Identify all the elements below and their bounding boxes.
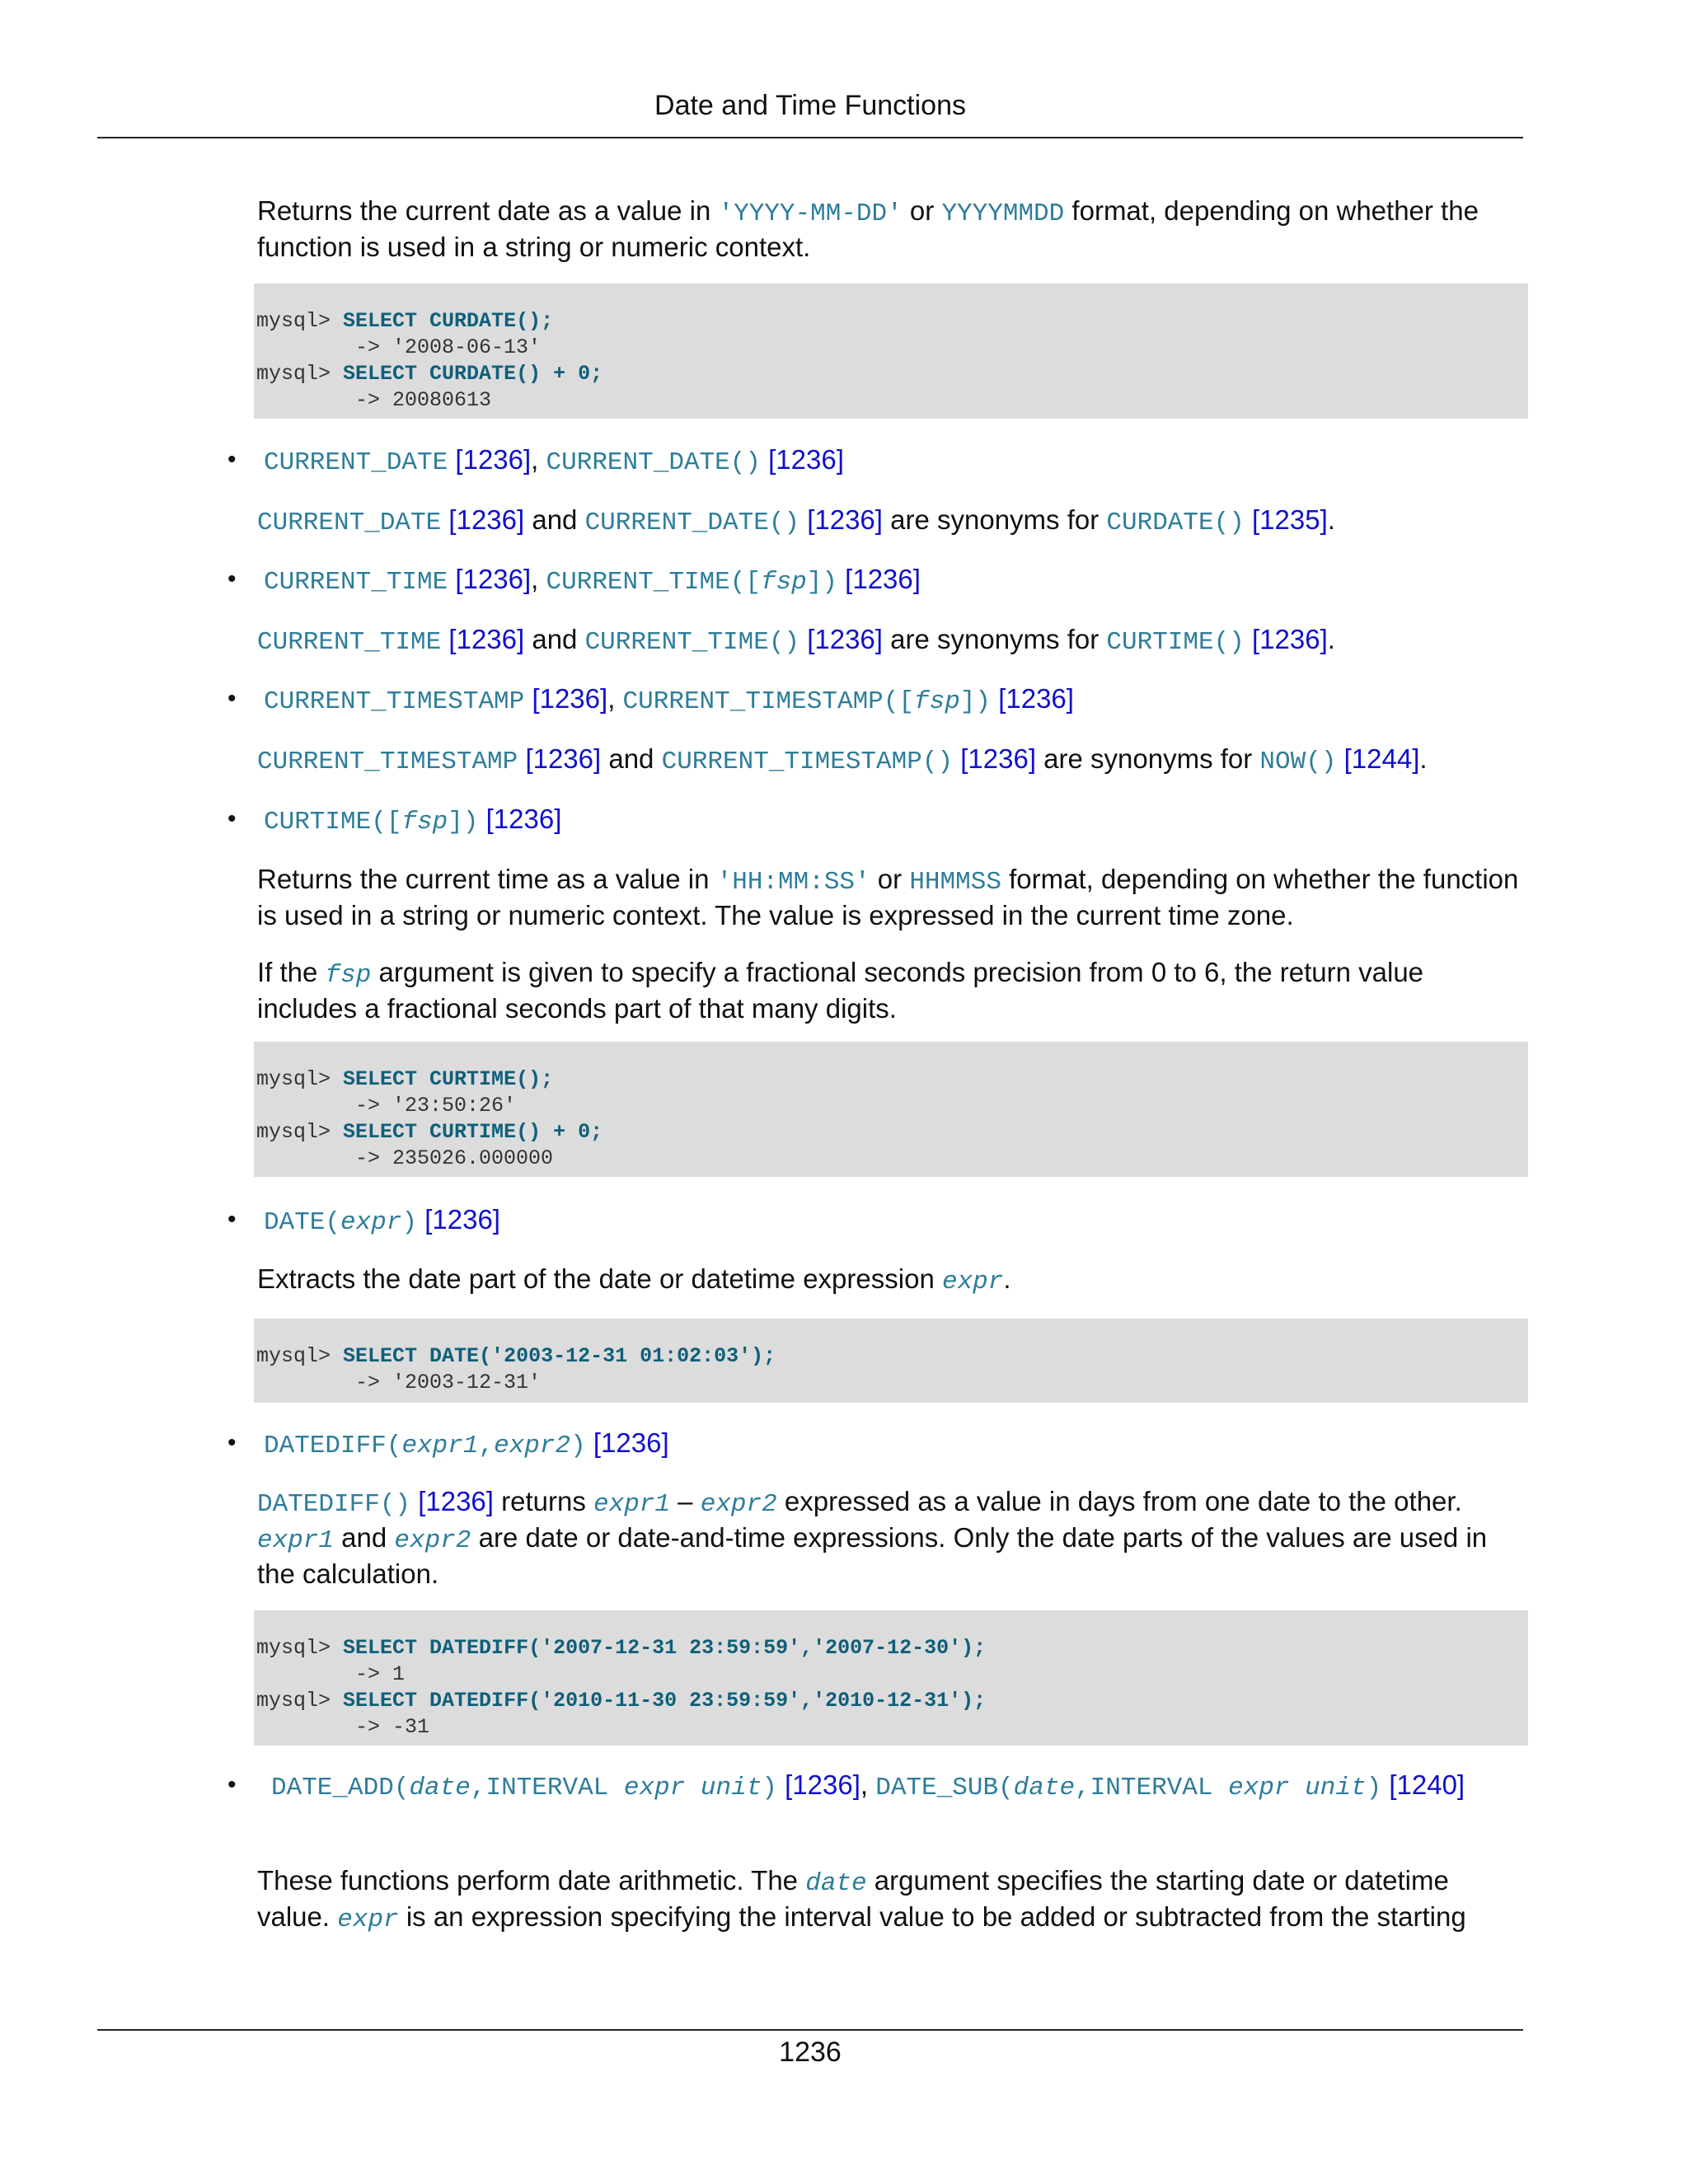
text: . (1003, 1263, 1011, 1294)
function-link[interactable]: ,INTERVAL (470, 1774, 624, 1802)
text: argument specifies the starting date or datetime value. (257, 1865, 1449, 1932)
page-reference-link[interactable]: [1235] (1252, 504, 1328, 535)
function-link[interactable]: CURRENT_DATE() (584, 509, 800, 537)
text: . (1327, 504, 1335, 535)
sql-result: -> '2003-12-31' (256, 1371, 542, 1394)
current-date-description (257, 504, 1526, 540)
function-link[interactable]: CURRENT_TIME (264, 568, 448, 597)
page-reference-link[interactable]: [1236] (448, 624, 525, 654)
argument: expr2 (394, 1526, 471, 1555)
argument: fsp (760, 568, 807, 597)
datediff-description (257, 1485, 1526, 1591)
function-link[interactable]: DATEDIFF( (264, 1432, 402, 1460)
bullet: • (227, 685, 237, 712)
page-reference-link[interactable]: [1236] (785, 1769, 860, 1800)
sql-query: SELECT CURDATE(); (343, 309, 554, 333)
text: . (1419, 743, 1428, 774)
function-link[interactable]: CURRENT_TIME (257, 628, 442, 657)
page-reference-link[interactable]: [1236] (998, 683, 1074, 714)
argument: date (409, 1774, 471, 1802)
curtime-description (257, 863, 1526, 932)
argument: expr (941, 1268, 1004, 1296)
running-header: Date and Time Functions (654, 90, 966, 121)
bullet: • (227, 565, 237, 593)
argument: fsp (401, 808, 448, 837)
prompt: mysql> (256, 1636, 344, 1660)
page-reference-link[interactable]: [1240] (1389, 1769, 1465, 1800)
sql-query: SELECT DATEDIFF('2010-11-30 23:59:59','2010-12-31'); (343, 1689, 987, 1713)
header-rule (97, 137, 1523, 138)
argument: expr (340, 1208, 402, 1237)
text: Extracts the date part of the date or datetime expression (257, 1263, 942, 1294)
text: These functions perform date arithmetic. The (257, 1865, 806, 1896)
function-link[interactable]: CURRENT_DATE() (546, 448, 761, 477)
list-item-current-timestamp (227, 682, 1526, 719)
argument: expr1 (257, 1526, 335, 1555)
page-reference-link[interactable]: [1236] (1252, 624, 1328, 654)
text: – (670, 1486, 701, 1516)
bullet: • (227, 1206, 237, 1233)
function-link[interactable]: DATE( (264, 1208, 341, 1237)
text: and (524, 504, 585, 535)
argument: unit (700, 1774, 762, 1802)
curtime-fsp-note (257, 956, 1526, 1025)
argument: expr (623, 1774, 686, 1802)
curtime-example (254, 1042, 1528, 1177)
separator (685, 1774, 701, 1802)
text: are synonyms for (882, 504, 1107, 535)
function-link[interactable]: ) (401, 1208, 418, 1237)
argument: expr1 (593, 1490, 671, 1519)
sql-query: SELECT CURTIME(); (343, 1067, 554, 1091)
function-link[interactable]: CURRENT_TIMESTAMP (257, 748, 518, 776)
function-link[interactable]: CURRENT_TIME() (584, 628, 800, 657)
current-timestamp-description (257, 743, 1526, 779)
prompt: mysql> (256, 362, 344, 386)
function-link[interactable]: ) (570, 1432, 586, 1460)
argument: expr2 (494, 1432, 571, 1460)
text: are synonyms for (1035, 743, 1260, 774)
page-reference-link[interactable]: [1236] (418, 1486, 494, 1516)
function-link[interactable]: ) (1366, 1774, 1382, 1802)
function-link[interactable]: NOW() (1259, 748, 1337, 776)
date-add-description (257, 1864, 1526, 1937)
page-reference-link[interactable]: [1236] (532, 683, 608, 714)
argument: expr (337, 1905, 399, 1934)
argument: expr2 (700, 1490, 777, 1519)
sql-result: -> '2008-06-13' (256, 335, 542, 359)
function-link[interactable]: ]) (959, 687, 992, 716)
bullet: • (227, 1771, 237, 1798)
argument: fsp (325, 961, 372, 990)
current-time-description (257, 623, 1526, 659)
text: and (334, 1522, 395, 1553)
page-reference-link[interactable]: [1236] (768, 444, 844, 475)
text: . (1327, 624, 1335, 654)
separator: , (607, 683, 623, 714)
function-link[interactable]: CURTIME([ (264, 808, 402, 837)
list-item-date-add-sub (227, 1769, 1526, 1805)
literal: 'YYYY-MM-DD' (718, 199, 903, 228)
text: If the (257, 957, 326, 987)
function-link[interactable]: DATE_ADD( (271, 1774, 410, 1802)
page-reference-link[interactable]: [1236] (448, 504, 525, 535)
page-reference-link[interactable]: [1244] (1343, 743, 1420, 774)
sql-result: -> 1 (256, 1662, 406, 1686)
separator: , (478, 1432, 495, 1460)
page-reference-link[interactable]: [1236] (807, 504, 883, 535)
curdate-example (254, 284, 1528, 419)
page-reference-link[interactable]: [1236] (525, 743, 602, 774)
text: are date or date-and-time expressions. Only the date parts of the values are used in the calculation. (257, 1522, 1488, 1589)
separator: , (531, 444, 546, 475)
function-link[interactable]: ]) (806, 568, 837, 597)
footer-rule (97, 2029, 1523, 2031)
prompt: mysql> (256, 1120, 344, 1144)
datediff-example (254, 1610, 1528, 1746)
date-example (254, 1319, 1528, 1403)
separator (1290, 1774, 1306, 1802)
literal: YYYYMMDD (941, 199, 1065, 228)
text: argument is given to specify a fractional seconds precision from 0 to 6, the return value includes a fractional seconds part of that many digits. (257, 957, 1424, 1024)
function-link[interactable]: CURRENT_DATE (257, 509, 442, 537)
sql-result: -> 235026.000000 (256, 1146, 554, 1170)
sql-result: -> 20080613 (256, 388, 492, 412)
list-item-current-date (227, 443, 1526, 480)
text: Returns the current date as a value in (257, 195, 719, 226)
function-link[interactable]: ) (762, 1774, 777, 1802)
prompt: mysql> (256, 1344, 344, 1368)
function-link[interactable]: ,INTERVAL (1075, 1774, 1229, 1802)
page-reference-link[interactable]: [1236] (455, 564, 532, 594)
sql-query: SELECT DATEDIFF('2007-12-31 23:59:59','2007-12-30'); (343, 1636, 987, 1660)
function-link[interactable]: CURDATE() (1106, 509, 1245, 537)
text: Returns the current time as a value in (257, 864, 717, 894)
bullet: • (227, 805, 237, 832)
separator: , (531, 564, 546, 594)
text: and (524, 624, 585, 654)
text: or (902, 195, 942, 226)
date-description (257, 1263, 1526, 1299)
literal: HHMMSS (909, 868, 1001, 897)
text: format, depending on whether the function is used in a string or numeric context. (257, 195, 1479, 262)
page-reference-link[interactable]: [1236] (807, 624, 883, 654)
sql-query: SELECT DATE('2003-12-31 01:02:03'); (343, 1344, 776, 1368)
sql-result: -> '23:50:26' (256, 1094, 517, 1118)
separator: , (860, 1769, 876, 1800)
text: is an expression specifying the interval value to be added or subtracted from the starting (398, 1901, 1466, 1932)
argument: date (805, 1869, 867, 1898)
function-link[interactable]: ]) (448, 808, 479, 837)
text: are synonyms for (882, 624, 1107, 654)
function-link[interactable]: CURRENT_TIMESTAMP (264, 687, 525, 716)
text: or (870, 864, 910, 894)
function-link[interactable]: CURTIME() (1106, 628, 1245, 657)
text: format, depending on whether the function is used in a string or numeric context. The value is expressed in the current time zone. (257, 864, 1519, 930)
page-reference-link[interactable]: [1236] (593, 1427, 669, 1458)
bullet: • (227, 446, 237, 473)
sql-query: SELECT CURDATE() + 0; (343, 362, 603, 386)
argument: date (1013, 1774, 1076, 1802)
sql-result: -> -31 (256, 1715, 430, 1739)
literal: 'HH:MM:SS' (716, 868, 870, 897)
text: returns (493, 1486, 593, 1516)
argument: expr (1228, 1774, 1290, 1802)
page-reference-link[interactable]: [1236] (845, 564, 921, 594)
function-link[interactable]: CURRENT_TIMESTAMP() (661, 748, 954, 776)
argument: fsp (914, 687, 960, 716)
function-link[interactable]: CURRENT_DATE (264, 448, 448, 477)
function-link[interactable]: CURRENT_TIME([ (546, 568, 761, 597)
function-link[interactable]: DATE_SUB( (875, 1774, 1014, 1802)
list-item-datediff (227, 1427, 1526, 1463)
list-item-date (227, 1203, 1526, 1240)
curdate-description (257, 194, 1526, 264)
list-item-curtime (227, 803, 1526, 839)
text: expressed as a value in days from one date to the other. (776, 1486, 1462, 1516)
page-reference-link[interactable]: [1236] (424, 1204, 500, 1235)
page-number: 1236 (779, 2036, 842, 2068)
sql-query: SELECT CURTIME() + 0; (343, 1120, 603, 1144)
bullet: • (227, 1429, 237, 1456)
page-reference-link[interactable]: [1236] (960, 743, 1036, 774)
argument: expr1 (401, 1432, 479, 1460)
text: and (601, 743, 662, 774)
argument: unit (1305, 1774, 1367, 1802)
prompt: mysql> (256, 1067, 344, 1091)
function-link[interactable]: DATEDIFF() (257, 1490, 411, 1519)
prompt: mysql> (256, 309, 344, 333)
list-item-current-time (227, 563, 1526, 599)
function-link[interactable]: CURRENT_TIMESTAMP([ (622, 687, 914, 716)
page-reference-link[interactable]: [1236] (455, 444, 532, 475)
page-reference-link[interactable]: [1236] (485, 804, 562, 834)
prompt: mysql> (256, 1689, 344, 1713)
